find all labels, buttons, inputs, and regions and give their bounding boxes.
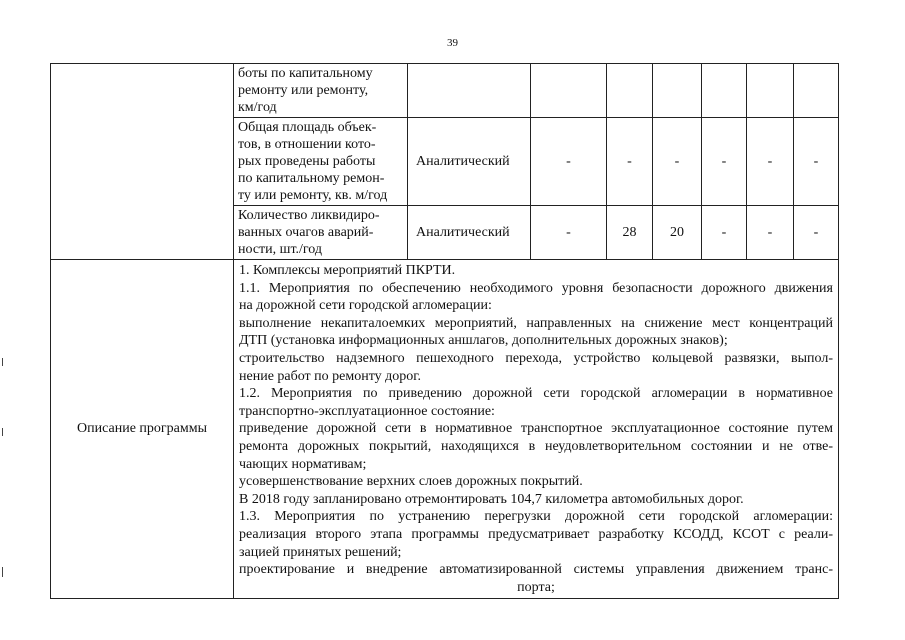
- blank-label-cell: [51, 64, 234, 260]
- value-cell: -: [747, 206, 794, 260]
- indicator-cell: [234, 118, 408, 206]
- description-line: 1.2. Мероприятия по приведению дорожной сети городской агломерации в нормативное: [239, 386, 833, 402]
- indicator-cell: [234, 64, 408, 118]
- description-line: реализация второго этапа программы предусматривает разработку КСОДД, КСОТ с реали-: [239, 526, 833, 542]
- margin-mark: [2, 428, 3, 436]
- description-body: [234, 260, 839, 599]
- value-cell: [653, 64, 702, 118]
- description-line: зацией принятых решений;: [239, 544, 402, 560]
- value-cell: [607, 64, 653, 118]
- value-cell: -: [747, 118, 794, 206]
- description-row: [51, 260, 839, 599]
- description-line: выполнение некапиталоемких мероприятий, направленных на снижение мест концентраций: [239, 315, 833, 331]
- value-cell: [531, 64, 607, 118]
- page-number: 39: [447, 37, 458, 49]
- indicator-line: км/год: [238, 100, 277, 115]
- description-line: нение работ по ремонту дорог.: [239, 368, 421, 384]
- value-cell: -: [653, 118, 702, 206]
- description-label: Описание программы: [51, 260, 234, 599]
- value-cell: -: [702, 118, 747, 206]
- value-cell: -: [531, 206, 607, 260]
- indicator-line: Количество ликвидиро-: [238, 208, 380, 223]
- description-line: 1.1. Мероприятия по обеспечению необходимого уровня безопасности дорожного движения: [239, 280, 833, 296]
- value-cell: 28: [607, 206, 653, 260]
- method-cell: Аналитический: [408, 118, 531, 206]
- description-line: порта;: [517, 579, 555, 595]
- description-line: приведение дорожной сети в нормативное транспортное эксплуатационное состояние путем: [239, 421, 833, 437]
- indicator-line: ванных очагов аварий-: [238, 225, 374, 240]
- margin-mark: [2, 567, 3, 577]
- indicator-cell: [234, 206, 408, 260]
- value-cell: -: [794, 118, 839, 206]
- description-line: 1. Комплексы мероприятий ПКРТИ.: [239, 263, 456, 278]
- indicator-line: тов, в отношении кото-: [238, 137, 376, 152]
- value-cell: [702, 64, 747, 118]
- description-line: на дорожной сети городской агломерации:: [239, 298, 492, 314]
- indicator-line: ту или ремонту, кв. м/год: [238, 188, 388, 203]
- value-cell: -: [794, 206, 839, 260]
- indicator-line: ности, шт./год: [238, 242, 323, 257]
- description-line: чающих нормативам;: [239, 456, 367, 472]
- description-line: транспортно-эксплуатационное состояние:: [239, 403, 495, 419]
- description-line: усовершенствование верхних слоев дорожных покрытий.: [239, 474, 583, 490]
- indicator-line: Общая площадь объек-: [238, 120, 377, 135]
- value-cell: [747, 64, 794, 118]
- indicator-line: ремонту или ремонту,: [238, 83, 369, 98]
- description-line: 1.3. Мероприятия по устранению перегрузки дорожной сети городской агломерации:: [239, 509, 833, 525]
- indicator-line: по капитальному ремон-: [238, 171, 385, 186]
- indicator-line: боты по капитальному: [238, 66, 373, 81]
- description-line: ДТП (установка информационных аншлагов, дополнительных дорожных знаков);: [239, 333, 728, 349]
- margin-mark: [2, 358, 3, 366]
- table-row: [51, 64, 839, 118]
- description-line: проектирование и внедрение автоматизированной системы управления движением транс-: [239, 562, 833, 578]
- value-cell: -: [702, 206, 747, 260]
- indicator-line: рых проведены работы: [238, 154, 376, 169]
- program-table: [50, 63, 839, 599]
- value-cell: [794, 64, 839, 118]
- description-line: строительство надземного пешеходного перехода, устройство кольцевой развязки, выпол-: [239, 350, 833, 366]
- description-line: ремонта дорожных покрытий, находящихся в неудовлетворительном состоянии и не отве-: [239, 438, 833, 454]
- description-line: В 2018 году запланировано отремонтировать 104,7 километра автомобильных дорог.: [239, 491, 744, 507]
- value-cell: -: [531, 118, 607, 206]
- method-cell: [408, 64, 531, 118]
- value-cell: -: [607, 118, 653, 206]
- method-cell: Аналитический: [408, 206, 531, 260]
- value-cell: 20: [653, 206, 702, 260]
